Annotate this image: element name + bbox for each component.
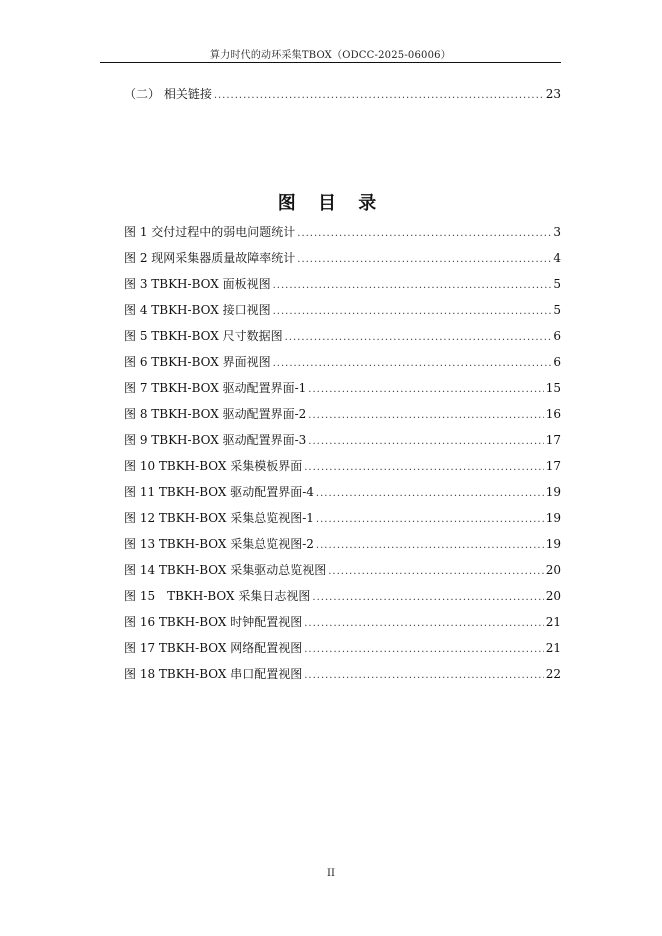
figure-entry-label: 图 9 TBKH-BOX 驱动配置界面-3 xyxy=(124,433,307,447)
dot-leader xyxy=(304,617,543,631)
dot-leader xyxy=(285,331,552,345)
figure-entry[interactable] xyxy=(124,615,561,631)
dot-leader xyxy=(308,383,543,397)
figure-entry-label: 图 1 交付过程中的弱电问题统计 xyxy=(124,225,296,239)
figure-entry-label: 图 15 TBKH-BOX 采集日志视图 xyxy=(124,589,311,603)
dot-leader xyxy=(312,591,543,605)
dot-leader xyxy=(304,643,543,657)
running-header: 算力时代的动环采集TBOX（ODCC-2025-06006） xyxy=(210,50,451,61)
figure-entry[interactable] xyxy=(124,381,561,397)
figure-entry-label: 图 14 TBKH-BOX 采集驱动总览视图 xyxy=(124,563,327,577)
figure-entry-page: 16 xyxy=(545,407,561,421)
figure-entry[interactable] xyxy=(124,589,561,605)
dot-leader xyxy=(308,409,543,423)
figure-entry-page: 6 xyxy=(553,355,561,369)
figure-entry-page: 22 xyxy=(545,667,561,681)
dot-leader xyxy=(297,253,551,267)
figure-entry-page: 5 xyxy=(553,303,561,317)
contents-entry-page: 23 xyxy=(545,87,561,101)
dot-leader xyxy=(304,669,543,683)
dot-leader xyxy=(214,89,544,103)
figure-entry-page: 5 xyxy=(553,277,561,291)
figure-entry-page: 21 xyxy=(545,641,561,655)
header-rule xyxy=(100,62,561,63)
dot-leader xyxy=(273,279,552,293)
page-number: II xyxy=(327,868,335,879)
figure-entry-page: 4 xyxy=(553,251,561,265)
dot-leader xyxy=(328,565,543,579)
figure-entry-label: 图 8 TBKH-BOX 驱动配置界面-2 xyxy=(124,407,307,421)
figure-entry-page: 19 xyxy=(545,485,561,499)
figure-entry-page: 6 xyxy=(553,329,561,343)
figure-entry-page: 17 xyxy=(545,433,561,447)
figure-entry-label: 图 12 TBKH-BOX 采集总览视图-1 xyxy=(124,511,314,525)
figure-entry[interactable] xyxy=(124,485,561,501)
figure-entry-label: 图 11 TBKH-BOX 驱动配置界面-4 xyxy=(124,485,314,499)
figure-entry-label: 图 18 TBKH-BOX 串口配置视图 xyxy=(124,667,303,681)
figure-entry[interactable] xyxy=(124,355,561,371)
figure-entry-page: 15 xyxy=(545,381,561,395)
dot-leader xyxy=(297,227,551,241)
figure-entry[interactable] xyxy=(124,225,561,241)
figure-entry[interactable] xyxy=(124,407,561,423)
figure-entry-page: 19 xyxy=(545,511,561,525)
dot-leader xyxy=(273,357,552,371)
dot-leader xyxy=(308,435,543,449)
dot-leader xyxy=(316,513,544,527)
figure-entry-label: 图 2 现网采集器质量故障率统计 xyxy=(124,251,296,265)
figure-entry-label: 图 5 TBKH-BOX 尺寸数据图 xyxy=(124,329,283,343)
dot-leader xyxy=(273,305,552,319)
figure-entry-label: 图 10 TBKH-BOX 采集模板界面 xyxy=(124,459,303,473)
dot-leader xyxy=(316,487,544,501)
figure-entry[interactable] xyxy=(124,277,561,293)
contents-entry[interactable] xyxy=(124,87,561,103)
dot-leader xyxy=(316,539,544,553)
figure-entry[interactable] xyxy=(124,303,561,319)
figure-entry[interactable] xyxy=(124,329,561,345)
figure-entry-label: 图 6 TBKH-BOX 界面视图 xyxy=(124,355,271,369)
figure-entry-page: 19 xyxy=(545,537,561,551)
figure-entry-label: 图 3 TBKH-BOX 面板视图 xyxy=(124,277,271,291)
figure-entry-page: 20 xyxy=(545,563,561,577)
figure-entry-page: 17 xyxy=(545,459,561,473)
figure-entry-label: 图 7 TBKH-BOX 驱动配置界面-1 xyxy=(124,381,307,395)
figure-entry-label: 图 17 TBKH-BOX 网络配置视图 xyxy=(124,641,303,655)
figure-entry-label: 图 4 TBKH-BOX 接口视图 xyxy=(124,303,271,317)
figure-entry[interactable] xyxy=(124,537,561,553)
figure-entry-label: 图 16 TBKH-BOX 时钟配置视图 xyxy=(124,615,303,629)
figure-entry[interactable] xyxy=(124,459,561,475)
figure-entry-label: 图 13 TBKH-BOX 采集总览视图-2 xyxy=(124,537,314,551)
figure-entry[interactable] xyxy=(124,563,561,579)
figure-entry[interactable] xyxy=(124,511,561,527)
figure-entry-page: 20 xyxy=(545,589,561,603)
figure-entry[interactable] xyxy=(124,251,561,267)
contents-entry-label: （二） 相关链接 xyxy=(124,87,212,101)
figure-entry[interactable] xyxy=(124,667,561,683)
figure-entry[interactable] xyxy=(124,641,561,657)
dot-leader xyxy=(304,461,543,475)
figure-entry-page: 21 xyxy=(545,615,561,629)
figure-entry-page: 3 xyxy=(553,225,561,239)
figure-index-title: 图 目 录 xyxy=(277,193,385,214)
figure-entry[interactable] xyxy=(124,433,561,449)
